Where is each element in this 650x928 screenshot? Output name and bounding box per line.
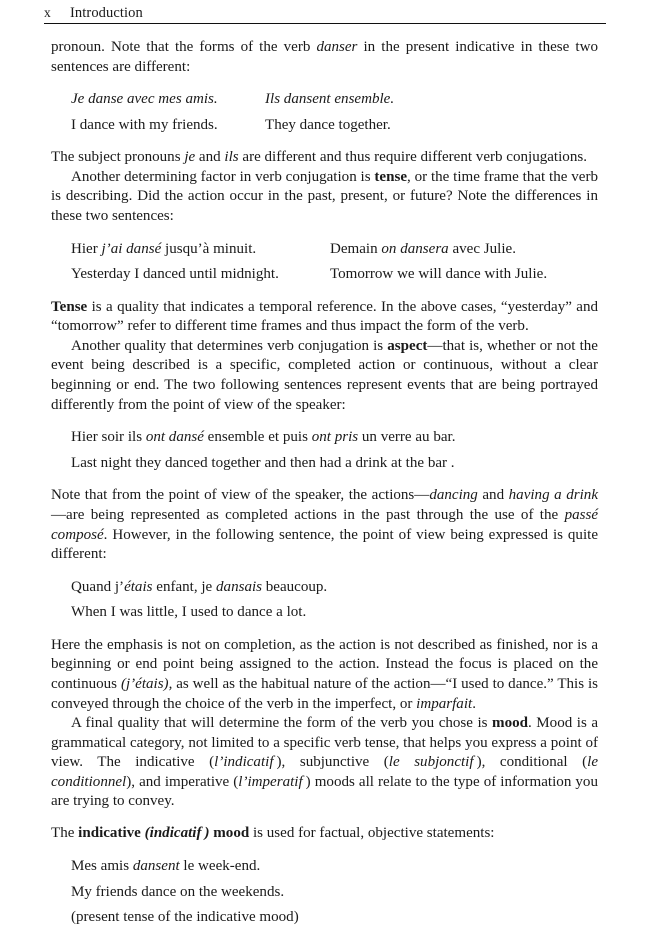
example-block-passe-compose	[51, 428, 598, 473]
example-fr-demain	[330, 240, 516, 260]
example-fr-mes-amis-b: le week-end.	[179, 857, 261, 874]
p6-italic-dancing: dancing	[429, 487, 478, 504]
example-fr-hier-b: jusqu’à minuit.	[161, 240, 257, 257]
p4-tail: is a quality that indicates a temporal reference. In the above cases, “yesterday” and “tomorrow” refer to different time frames and thus impact the form of the verb.	[51, 298, 598, 335]
p8-mid1: . Mood is a grammatical category, not limited to a specific verb tense, that helps you express a point of view. The indicative (	[51, 715, 599, 771]
p2-italic-ils: ils	[224, 149, 239, 166]
p2-mid: and	[195, 149, 225, 166]
example-fr-mes-amis	[71, 857, 598, 877]
p8-italic-le-conditionnel: le conditionnel	[51, 754, 599, 790]
p8-italic-le-subjonctif: le subjonctif	[388, 754, 477, 771]
running-head	[44, 4, 606, 22]
paragraph-aspect	[51, 337, 598, 415]
example-fr-quand-a: Quand j’	[71, 578, 125, 595]
example-fr-hier-soir	[71, 428, 598, 448]
paragraph-completed-actions	[51, 486, 598, 564]
p9-bolditalic-indicatif: (indicatif )	[144, 825, 210, 842]
paragraph-tense-intro	[51, 168, 598, 227]
p6-mid2: —are being represented as completed actions in the past through the use of the	[51, 506, 565, 523]
example-en-they-dance: They dance together.	[265, 116, 391, 133]
example-en-when-i-was-little: When I was little, I used to dance a lot.	[71, 604, 307, 621]
example-en-yesterday: Yesterday I danced until midnight.	[71, 266, 279, 283]
p2-tail: are different and thus require different verb conjugations.	[238, 149, 587, 166]
example-fr-quand-b: enfant, je	[152, 578, 217, 595]
p4-bold-tense: Tense	[51, 298, 88, 315]
p7-lead: Here the emphasis is not on completion, as the action is not described as finished, nor is a beginning or end point being assigned to the action. Instead the focus is placed on the continuous	[51, 636, 598, 692]
example-row	[71, 265, 598, 285]
example-en-i-dance: I dance with my friends.	[71, 116, 218, 133]
p8-mid3: ), conditional (	[476, 754, 588, 771]
p8-lead: A final quality that will determine the form of the verb you chose is	[71, 715, 493, 732]
example-fr-quand-c: beaucoup.	[262, 578, 328, 595]
example-fr-hier-a: Hier	[71, 240, 102, 257]
example-row	[71, 240, 598, 260]
p6-lead: Note that from the point of view of the speaker, the actions—	[51, 487, 430, 504]
example-block-present-indicative	[51, 90, 598, 135]
p1-lead: pronoun. Note that the forms of the verb	[51, 39, 317, 55]
p9-tail: is used for factual, objective statements:	[249, 825, 495, 842]
p2-lead: The subject pronouns	[51, 149, 185, 166]
example-fr-dansais: dansais	[216, 578, 263, 595]
example-en-last-night: Last night they danced together and then had a drink at the bar .	[71, 454, 455, 471]
example-fr-hier-soir-b: ensemble et puis	[203, 429, 312, 446]
paragraph-pronoun-note	[51, 38, 598, 77]
p3-lead: Another determining factor in verb conjugation is	[71, 168, 375, 185]
p9-bold-mood: mood	[209, 825, 250, 842]
p3-tail: , or the time frame that the verb is describing. Did the action occur in the past, present, or future? Note the differences in these two sentences:	[51, 168, 598, 225]
example-fr-demain-italic: on dansera	[381, 240, 449, 257]
paragraph-subject-pronouns	[51, 148, 598, 168]
p5-bold-aspect: aspect	[387, 337, 428, 354]
example-fr-quand-jetais	[71, 578, 598, 598]
example-fr-dansent: dansent	[132, 857, 180, 874]
example-fr-hier-italic: j’ai dansé	[101, 240, 162, 257]
example-en-tomorrow: Tomorrow we will dance with Julie.	[330, 266, 548, 283]
p1-tail: in the present indicative in these two sentences are different:	[51, 39, 598, 75]
p8-italic-lindicatif: l’indicatif	[214, 754, 277, 771]
p8-mid4: ), and imperative (	[126, 773, 239, 790]
example-fr-demain-b: avec Julie.	[448, 240, 516, 257]
example-fr-je-danse: Je danse avec mes amis.	[71, 91, 218, 108]
running-head-title: Introduction	[70, 5, 143, 21]
example-fr-hier-soir-a: Hier soir ils	[71, 429, 146, 446]
p8-tail: ) moods all relate to the type of information you are trying to convey.	[51, 773, 598, 810]
p5-lead: Another quality that determines verb conjugation is	[71, 337, 388, 354]
example-fr-hier	[71, 240, 330, 260]
text-column	[51, 38, 598, 928]
example-fr-mes-amis-a: Mes amis	[71, 857, 133, 874]
header-rule	[44, 23, 606, 24]
example-fr-etais: étais	[124, 578, 153, 595]
example-block-indicative	[51, 857, 598, 928]
p1-italic-danser: danser	[316, 39, 358, 55]
example-block-imparfait	[51, 578, 598, 623]
p8-italic-limperatif: l’imperatif	[238, 773, 306, 790]
p8-bold-mood: mood	[492, 715, 528, 732]
example-fr-ils-dansent: Ils dansent ensemble.	[265, 91, 395, 108]
p8-mid2: ), subjunctive (	[276, 754, 389, 771]
p7-tail: .	[472, 695, 476, 712]
example-block-past-future	[51, 240, 598, 285]
example-fr-demain-a: Demain	[330, 240, 382, 257]
paragraph-imperfect-focus	[51, 636, 598, 714]
paragraph-tense-definition	[51, 298, 598, 337]
example-row	[71, 90, 598, 110]
p9-bold-indicative: indicative	[78, 825, 145, 842]
example-en-my-friends: My friends dance on the weekends.	[71, 883, 285, 900]
p6-tail: . However, in the following sentence, the point of view being expressed is quite different:	[51, 526, 598, 563]
example-fr-ont-pris: ont pris	[311, 429, 359, 446]
p5-tail: —that is, whether or not the event being described is a specific, completed action or continuous, without a clear beginning or end. The two following sentences represent events that are being portrayed differently from the point of view of the speaker:	[51, 337, 598, 413]
p9-lead: The	[51, 825, 79, 842]
p6-italic-having-a-drink: having a drink	[508, 487, 599, 504]
paragraph-mood	[51, 714, 598, 812]
p7-mid1: as well as the habitual nature of the action—“I used to dance.” This is conveyed through the choice of the verb in the imperfect, or	[51, 675, 598, 712]
p2-italic-je: je	[184, 149, 196, 166]
example-note-present-tense: (present tense of the indicative mood)	[71, 909, 299, 926]
page-folio: x	[44, 5, 51, 20]
p7-italic-jetais: (j’étais),	[120, 675, 173, 692]
p6-mid1: and	[477, 487, 509, 504]
p7-italic-imparfait: imparfait	[416, 695, 473, 712]
example-fr-hier-soir-c: un verre au bar.	[358, 429, 456, 446]
example-row	[71, 116, 598, 136]
paragraph-indicative-mood	[51, 824, 598, 844]
p3-bold-tense: tense	[374, 168, 407, 185]
example-fr-ont-danse: ont dansé	[145, 429, 204, 446]
p6-italic-passe-compose: passé composé	[51, 506, 598, 543]
